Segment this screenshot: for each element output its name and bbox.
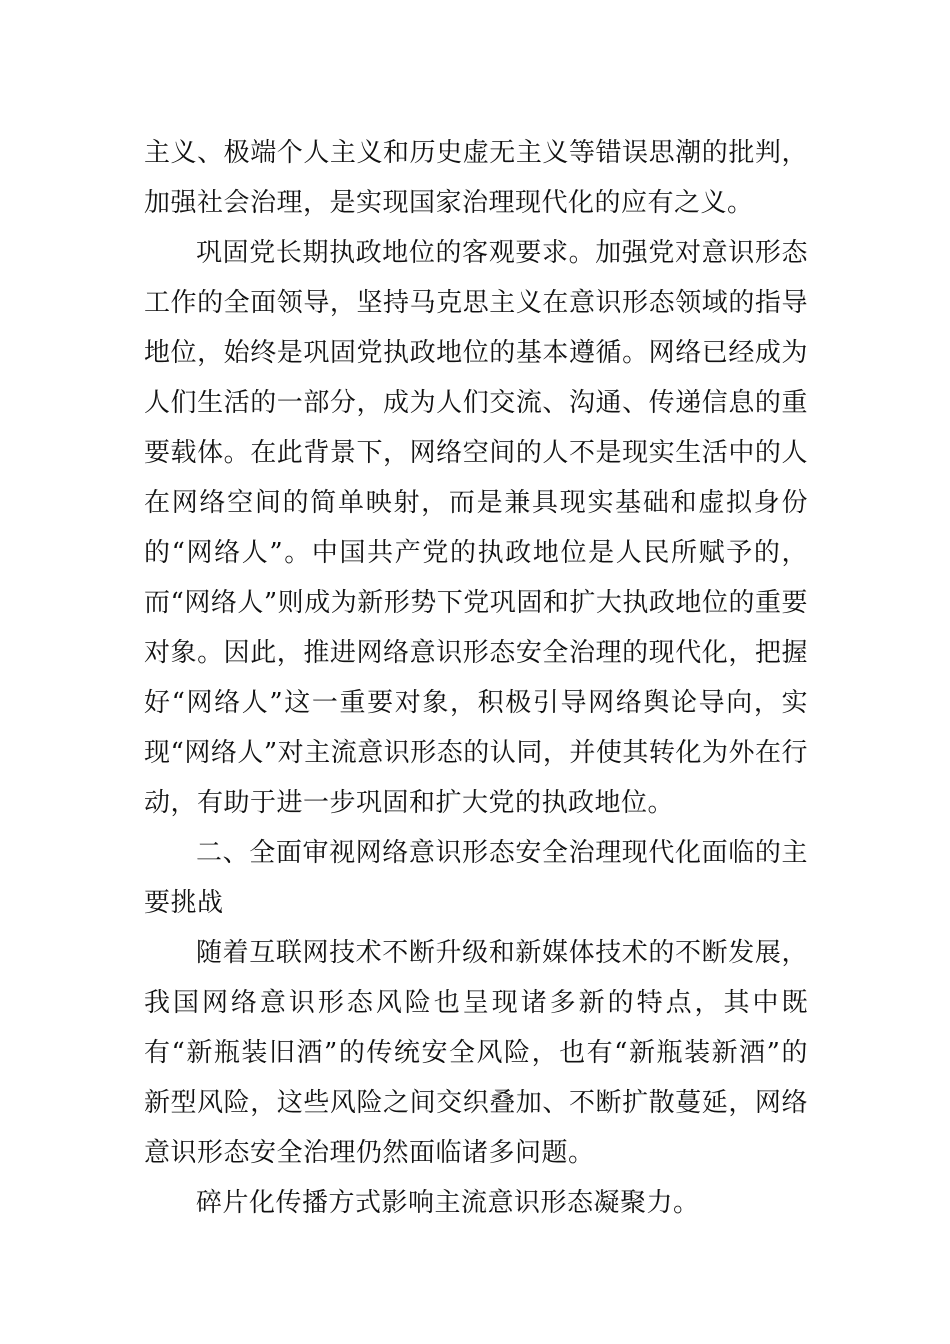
document-body	[144, 128, 808, 1228]
paragraph-fragmented-communication: 碎片化传播方式影响主流意识形态凝聚力。	[196, 1188, 700, 1218]
paragraph-party-governance: 巩固党长期执政地位的客观要求。加强党对意识形态工作的全面领导，坚持马克思主义在意识形态领域的指导地位，始终是巩固党执政地位的基本遵循。网络已经成为人们生活的一部分，成为人们交流、沟通、传递信息的重要载体。在此背景下，网络空间的人不是现实生活中的人在网络空间的简单映射，而是兼具现实基础和虚拟身份的“网络人”。中国共产党的执政地位是人民所赋予的，而“网络人”则成为新形势下党巩固和扩大执政地位的重要对象。因此，推进网络意识形态安全治理的现代化，把握好“网络人”这一重要对象，积极引导网络舆论导向，实现“网络人”对主流意识形态的认同，并使其转化为外在行动，有助于进一步巩固和扩大党的执政地位。	[144, 238, 808, 818]
paragraph-continuation: 主义、极端个人主义和历史虚无主义等错误思潮的批判，加强社会治理，是实现国家治理现代化的应有之义。	[144, 138, 808, 218]
section-heading-challenges: 二、全面审视网络意识形态安全治理现代化面临的主要挑战	[144, 838, 808, 918]
paragraph-internet-risks: 随着互联网技术不断升级和新媒体技术的不断发展，我国网络意识形态风险也呈现诸多新的特点，其中既有“新瓶装旧酒”的传统安全风险，也有“新瓶装新酒”的新型风险，这些风险之间交织叠加、不断扩散蔓延，网络意识形态安全治理仍然面临诸多问题。	[144, 938, 808, 1168]
